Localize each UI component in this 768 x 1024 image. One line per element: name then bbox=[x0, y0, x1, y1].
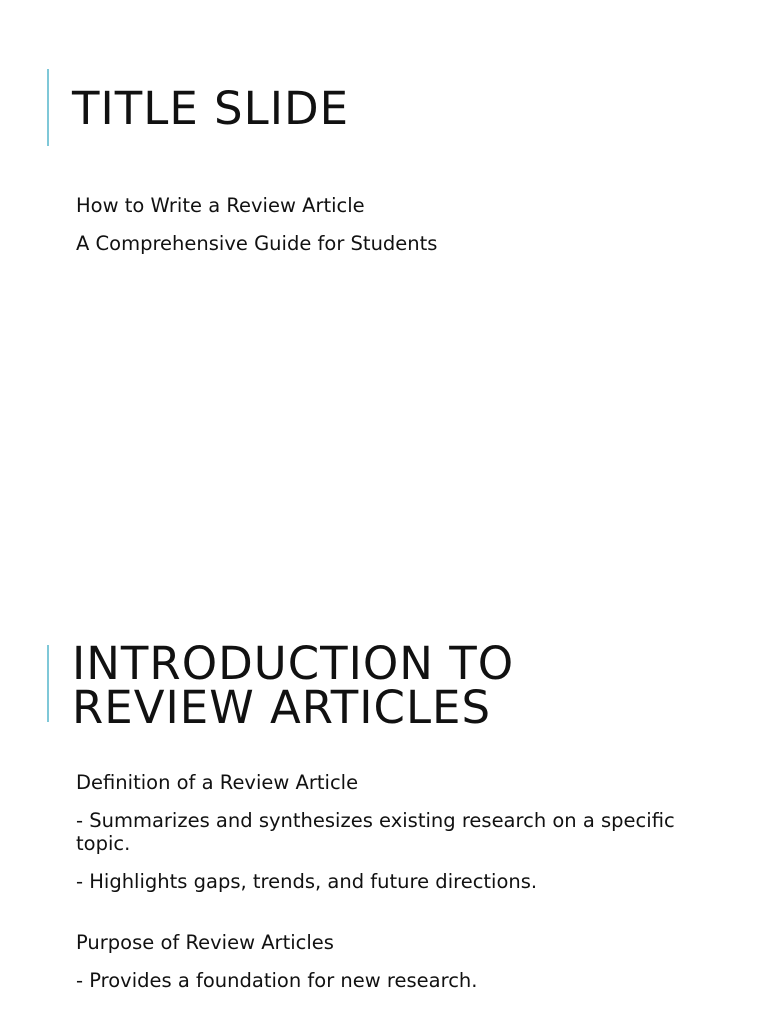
bullet-foundation: - Provides a foundation for new research. bbox=[76, 969, 478, 992]
subtitle-line-1: How to Write a Review Article bbox=[76, 194, 365, 217]
slide-introduction bbox=[0, 576, 768, 1024]
title-accent-bar bbox=[47, 69, 49, 146]
slide-2-title-line-1: INTRODUCTION TO bbox=[72, 637, 515, 690]
slide-2-title-line-2: REVIEW ARTICLES bbox=[72, 681, 492, 734]
bullet-summarizes: - Summarizes and synthesizes existing research on a specific topic. bbox=[76, 809, 675, 855]
section-heading-definition: Definition of a Review Article bbox=[76, 771, 359, 794]
section-heading-purpose: Purpose of Review Articles bbox=[76, 931, 334, 954]
slide-2-title bbox=[72, 637, 515, 734]
title-accent-bar bbox=[47, 645, 49, 722]
slide-1-body bbox=[76, 194, 696, 270]
slide-1-title: TITLE SLIDE bbox=[72, 82, 350, 135]
subtitle-line-2: A Comprehensive Guide for Students bbox=[76, 232, 438, 255]
slide-2-body bbox=[76, 771, 696, 1007]
bullet-highlights: - Highlights gaps, trends, and future directions. bbox=[76, 870, 538, 893]
